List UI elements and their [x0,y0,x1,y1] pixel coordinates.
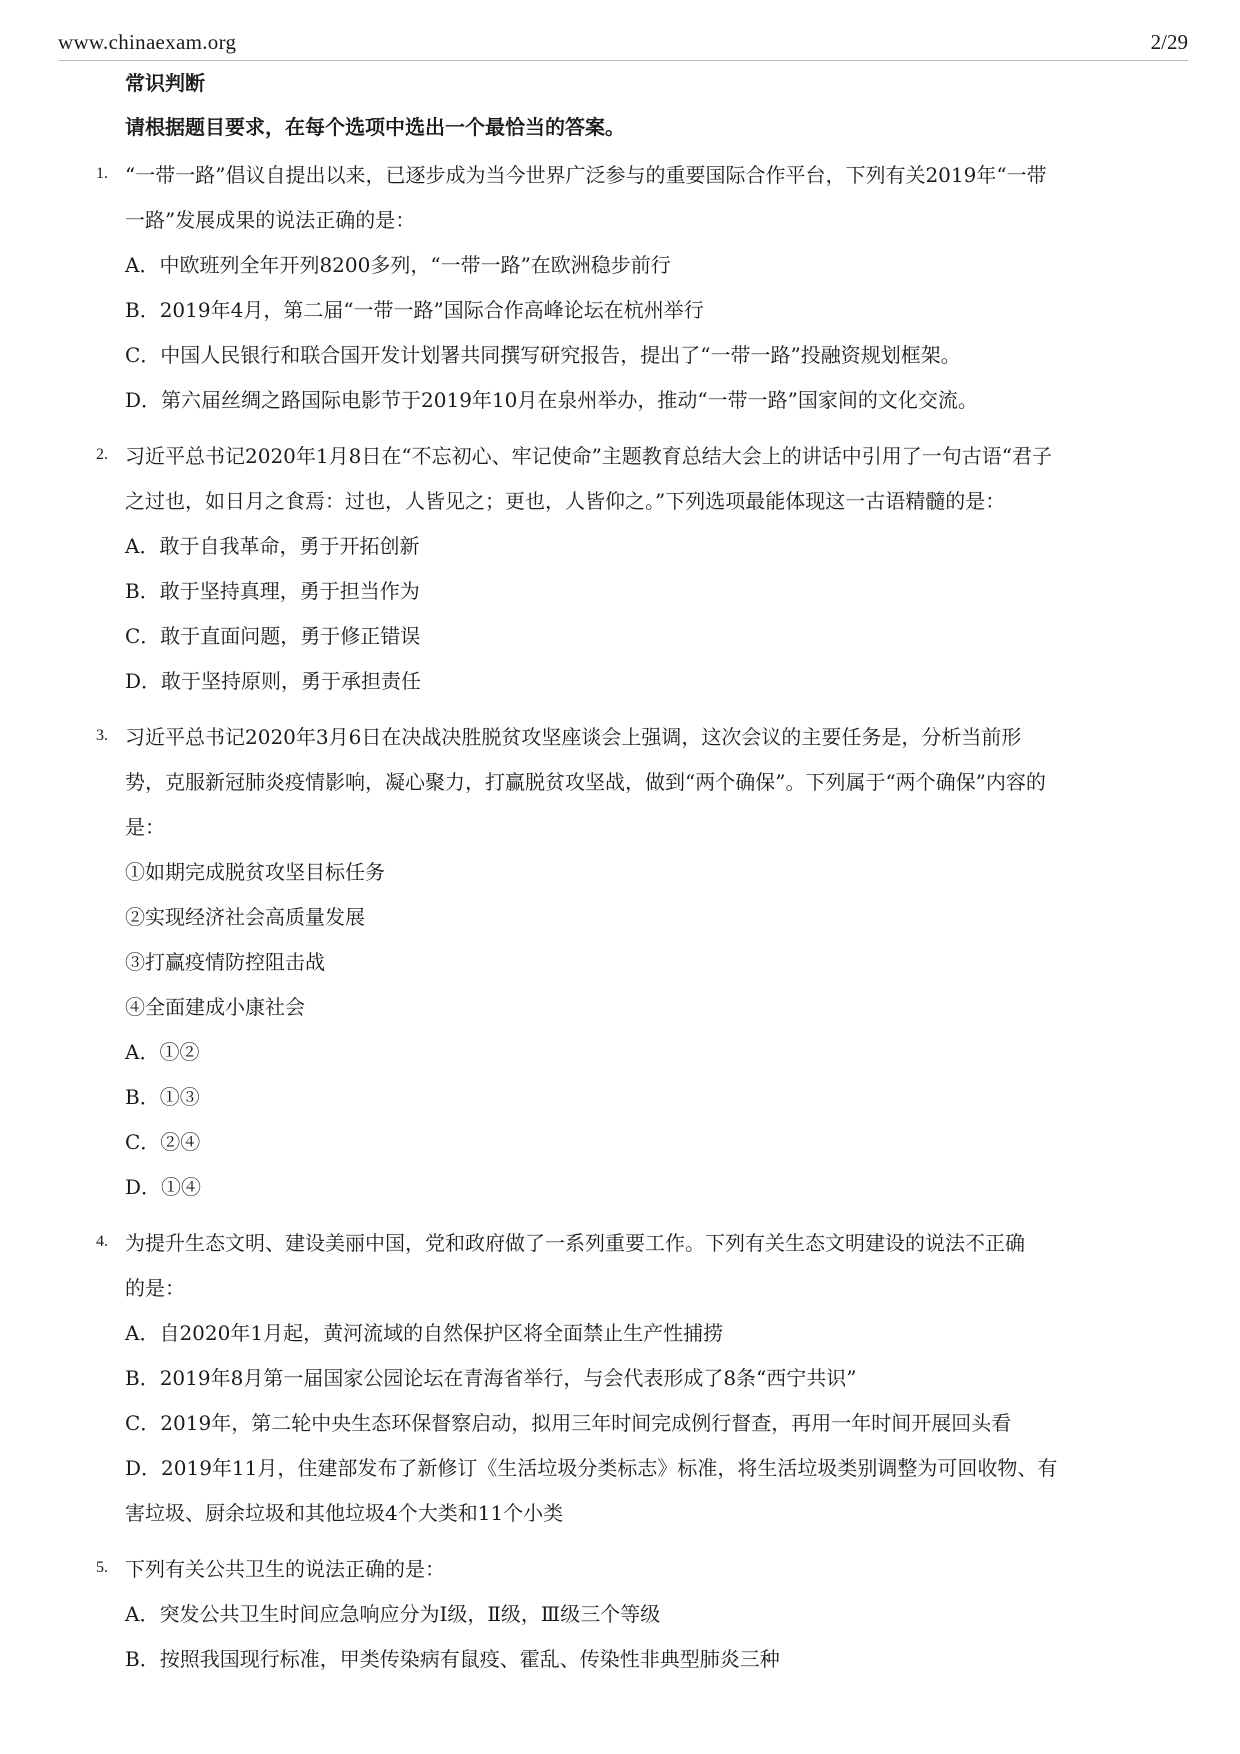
option-a: A．敢于自我革命，勇于开拓创新 [125,534,420,558]
question-stem: 一路”发展成果的说法正确的是： [125,208,416,232]
option-a: A．突发公共卫生时间应急响应分为Ⅰ级，Ⅱ级，Ⅲ级三个等级 [125,1602,661,1626]
statement-item: ④全面建成小康社会 [125,995,305,1019]
option-d: D．第六届丝绸之路国际电影节于2019年10月在泉州举办，推动“一带一路”国家间的文化交流。 [125,388,978,412]
question-stem: 的是： [125,1276,185,1300]
question-number: 4. [96,1233,108,1250]
question-stem: 下列有关公共卫生的说法正确的是： [125,1557,445,1581]
question-number: 2. [96,446,108,463]
section-instruction: 请根据题目要求，在每个选项中选出一个最恰当的答案。 [125,115,625,139]
question-stem: “一带一路”倡议自提出以来，已逐步成为当今世界广泛参与的重要国际合作平台，下列有关2019年“一带 [125,163,1047,187]
question-number: 1. [96,165,108,182]
option-c: C．敢于直面问题，勇于修正错误 [125,624,421,648]
option-d: D．敢于坚持原则，勇于承担责任 [125,669,422,693]
option-b: B．按照我国现行标准，甲类传染病有鼠疫、霍乱、传染性非典型肺炎三种 [125,1647,780,1671]
question-number: 3. [96,727,108,744]
option-d: D．2019年11月，住建部发布了新修订《生活垃圾分类标志》标准，将生活垃圾类别调整为可回收物、有 [125,1456,1058,1480]
question-stem: 习近平总书记2020年1月8日在“不忘初心、牢记使命”主题教育总结大会上的讲话中引用了一句古语“君子 [125,444,1053,468]
page-number: 2/29 [1150,30,1188,54]
statement-item: ①如期完成脱贫攻坚目标任务 [125,860,385,884]
option-b: B．①③ [125,1085,200,1109]
site-url[interactable]: www.chinaexam.org [58,30,237,54]
question-number: 5. [96,1559,108,1576]
option-b: B．敢于坚持真理，勇于担当作为 [125,579,420,603]
option-a: A．①② [125,1040,200,1064]
option-a: A．中欧班列全年开列8200多列，“一带一路”在欧洲稳步前行 [125,253,671,277]
option-d: D．①④ [125,1175,202,1199]
question-stem: 为提升生态文明、建设美丽中国，党和政府做了一系列重要工作。下列有关生态文明建设的说法不正确 [125,1231,1025,1255]
option-d-continued: 害垃圾、厨余垃圾和其他垃圾4个大类和11个小类 [125,1501,564,1525]
question-stem: 习近平总书记2020年3月6日在决战决胜脱贫攻坚座谈会上强调，这次会议的主要任务是，分析当前形 [125,725,1022,749]
question-stem: 势，克服新冠肺炎疫情影响，凝心聚力，打赢脱贫攻坚战，做到“两个确保”。下列属于“两个确保”内容的 [125,770,1046,794]
question-stem: 是： [125,815,165,839]
option-b: B．2019年8月第一届国家公园论坛在青海省举行，与会代表形成了8条“西宁共识” [125,1366,857,1390]
statement-item: ②实现经济社会高质量发展 [125,905,365,929]
page-header [58,28,1188,61]
statement-item: ③打赢疫情防控阻击战 [125,950,325,974]
section-title: 常识判断 [125,71,205,95]
option-c: C．2019年，第二轮中央生态环保督察启动，拟用三年时间完成例行督查，再用一年时间开展回头看 [125,1411,1012,1435]
option-c: C．中国人民银行和联合国开发计划署共同撰写研究报告，提出了“一带一路”投融资规划框架。 [125,343,961,367]
question-stem: 之过也，如日月之食焉：过也，人皆见之；更也，人皆仰之。”下列选项最能体现这一古语精髓的是： [125,489,1006,513]
option-c: C．②④ [125,1130,201,1154]
option-a: A．自2020年1月起，黄河流域的自然保护区将全面禁止生产性捕捞 [125,1321,724,1345]
option-b: B．2019年4月，第二届“一带一路”国际合作高峰论坛在杭州举行 [125,298,704,322]
